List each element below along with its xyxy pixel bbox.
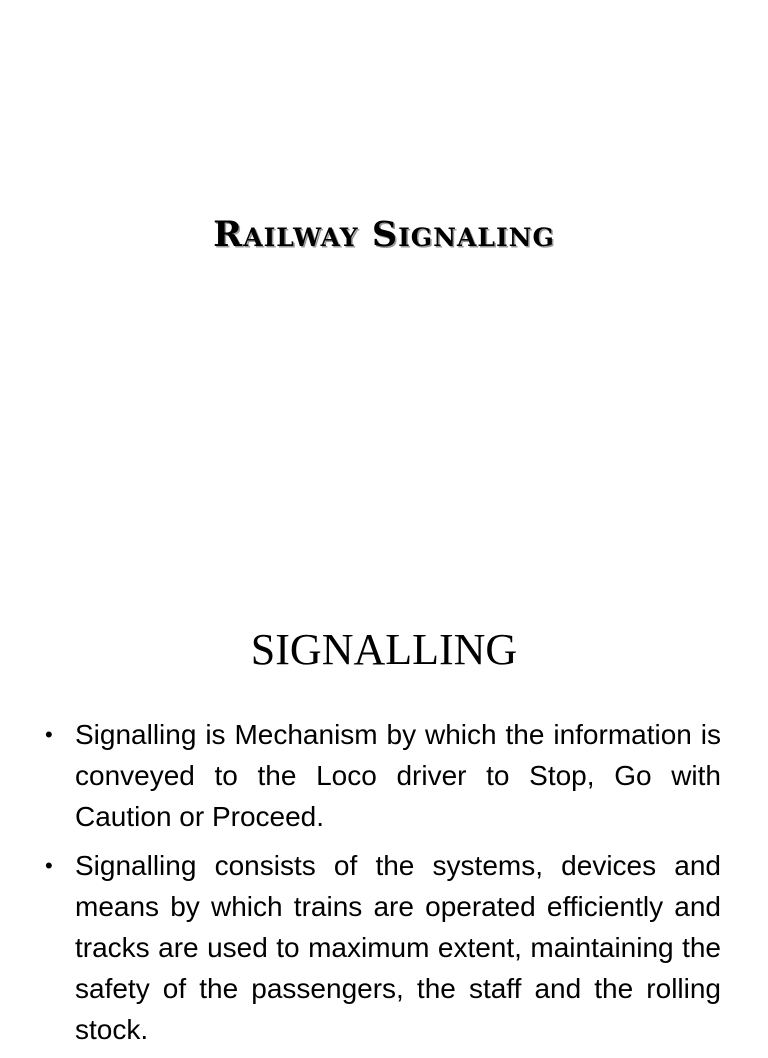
bullet-item: [45, 714, 721, 837]
bullet-list: [45, 714, 721, 1058]
bullet-text: Signalling is Mechanism by which the information is conveyed to the Loco driver to Stop, Go with Caution or Proceed.: [75, 719, 721, 832]
bullet-text: Signalling consists of the systems, devices and means by which trains are operated efficiently and tracks are used to maximum extent, maintaining the safety of the passengers, the staff and the rolling stock.: [75, 850, 721, 1045]
slide-title: Railway Signaling: [213, 214, 555, 255]
slide-heading: SIGNALLING: [250, 625, 518, 674]
content-slide: [0, 576, 768, 1045]
bullet-icon: •: [45, 722, 53, 747]
bullet-icon: •: [45, 853, 53, 878]
bullet-item: [45, 845, 721, 1050]
